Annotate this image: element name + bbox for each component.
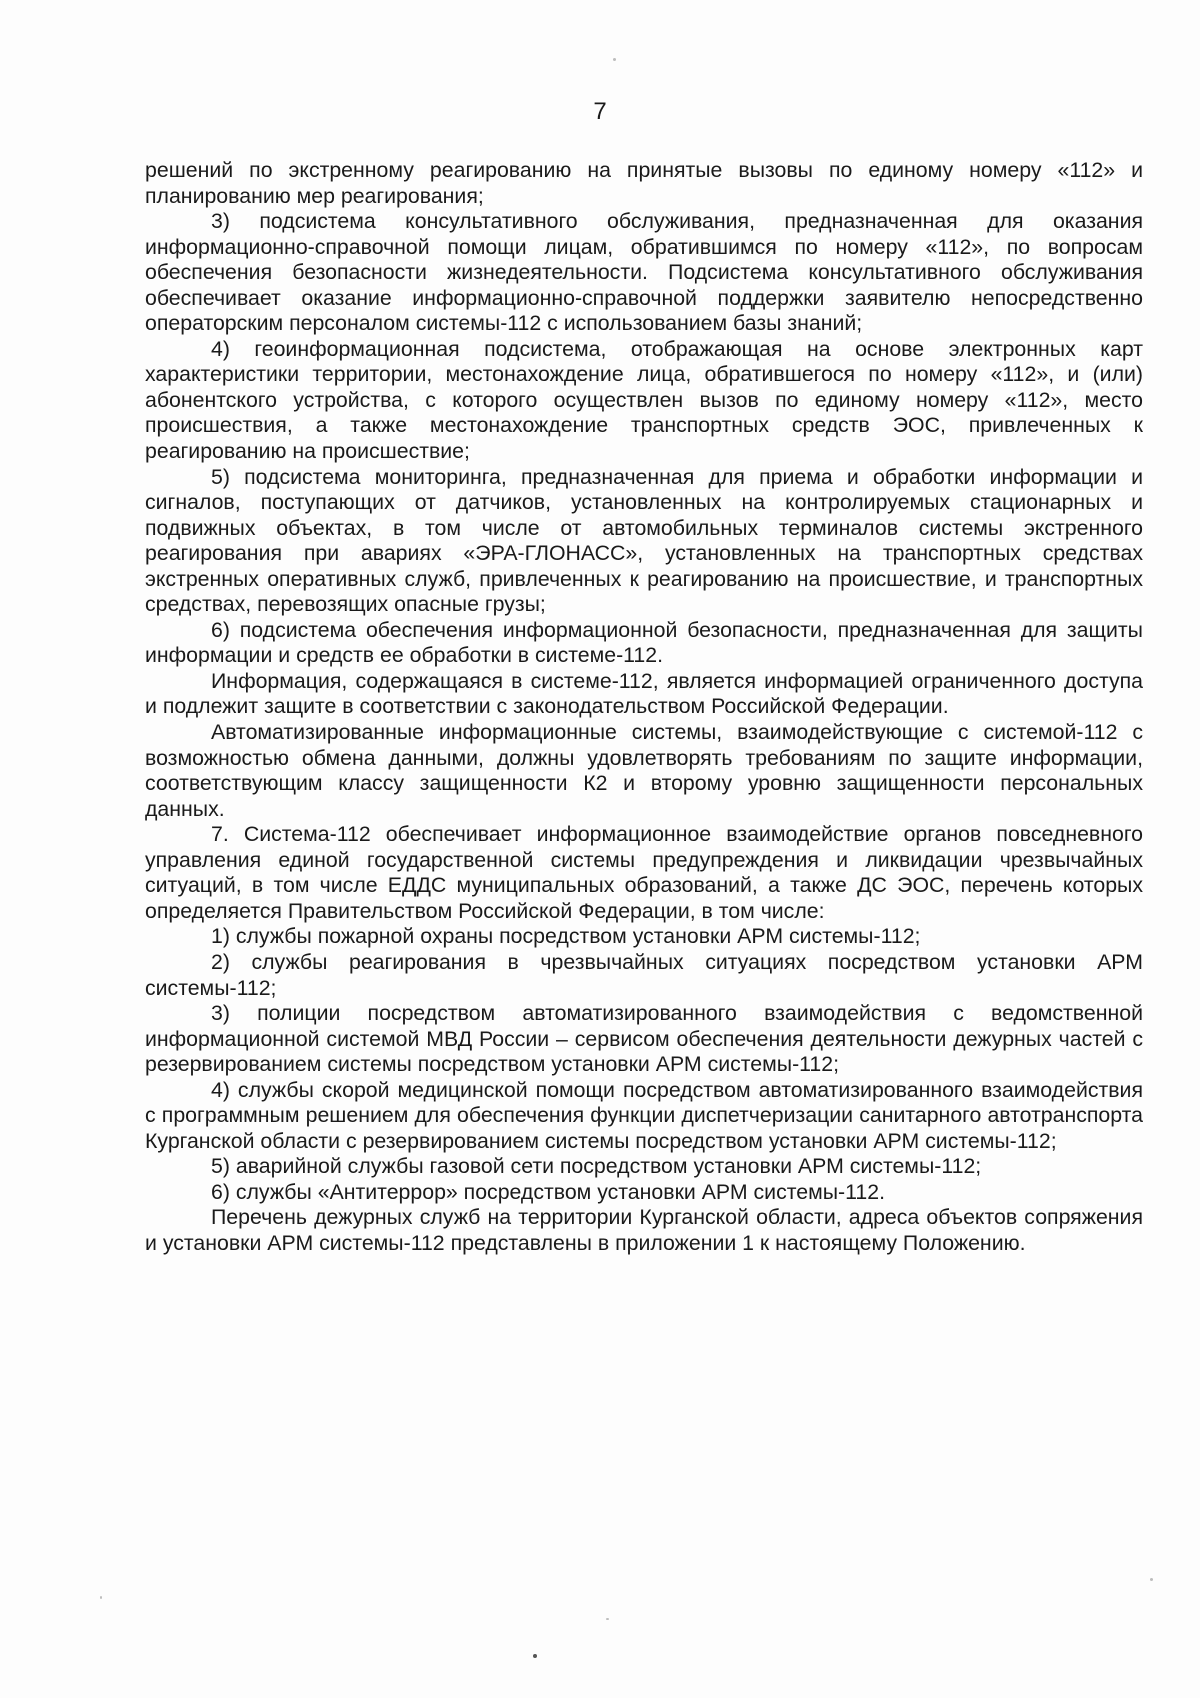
document-body xyxy=(145,158,1143,1257)
page-number: 7 xyxy=(593,98,607,125)
scan-speck xyxy=(100,1596,102,1599)
list-item-emergency-service: 2) службы реагирования в чрезвычайных ситуациях посредством установки АРМ системы-112; xyxy=(145,949,1143,1000)
paragraph-monitoring-subsystem: 5) подсистема мониторинга, предназначенная для приема и обработки информации и сигналов, поступающих от датчиков, установленных на контролируемых стационарных и подвижных объектах, в том числе от автомобильных терминалов системы экстренного реагирования при авариях «ЭРА-ГЛОНАСС», установленных на транспортных средствах экстренных оперативных служб, привлеченных к реагированию на происшествие, и транспортных средствах, перевозящих опасные грузы; xyxy=(145,464,1143,617)
list-item-gas-service: 5) аварийной службы газовой сети посредством установки АРМ системы-112; xyxy=(211,1154,982,1179)
list-item-police: 3) полиции посредством автоматизированного взаимодействия с ведомственной информационной системой МВД России – сервисом обеспечения деятельности дежурных частей с резервированием системы посредством установки АРМ системы-112; xyxy=(145,1001,1143,1077)
scan-speck xyxy=(606,1618,609,1620)
paragraph-restricted-information: Информация, содержащаяся в системе-112, является информацией ограниченного доступа и подлежит защите в соответствии с законодательством Российской Федерации. xyxy=(145,668,1143,719)
paragraph-automated-systems: Автоматизированные информационные системы, взаимодействующие с системой-112 с возможностью обмена данными, должны удовлетворять требованиям по защите информации, соответствующим классу защищенности К2 и второму уровню защищенности персональных данных. xyxy=(145,720,1143,821)
scan-speck xyxy=(613,58,616,61)
paragraph-consulting-subsystem: 3) подсистема консультативного обслуживания, предназначенная для оказания информационно-справочной помощи лицам, обратившимся по номеру «112», по вопросам обеспечения безопасности жизнедеятельности. Подсистема консультативного обслуживания обеспечивает оказание информационно-справочной поддержки заявителю непосредственно операторским персоналом системы-112 с использованием базы знаний; xyxy=(145,209,1143,336)
paragraph-closing: Перечень дежурных служб на территории Курганской области, адреса объектов сопряжения и установки АРМ системы-112 представлены в приложении 1 к настоящему Положению. xyxy=(145,1205,1143,1255)
list-item-fire-service: 1) службы пожарной охраны посредством установки АРМ системы-112; xyxy=(211,924,921,949)
paragraph-geoinformation-subsystem: 4) геоинформационная подсистема, отображающая на основе электронных карт характеристики территории, местонахождение лица, обратившегося по номеру «112», и (или) абонентского устройства, с которого осуществлен вызов по единому номеру «112», место происшествия, а также местонахождение транспортных средств ЭОС, привлеченных к реагированию на происшествие; xyxy=(145,336,1143,464)
paragraph-section-7: 7. Система-112 обеспечивает информационное взаимодействие органов повседневного управления единой государственной системы предупреждения и ликвидации чрезвычайных ситуаций, в том числе ЕДДС муниципальных образований, а также ДС ЭОС, перечень которых определяется Правительством Российской Федерации, в том числе: xyxy=(145,822,1143,923)
list-item-antiterror: 6) службы «Антитеррор» посредством установки АРМ системы-112. xyxy=(211,1179,885,1204)
scan-speck xyxy=(1150,1578,1153,1581)
scan-speck xyxy=(533,1654,537,1658)
paragraph-security-subsystem: 6) подсистема обеспечения информационной безопасности, предназначенная для защиты информации и средств ее обработки в системе-112. xyxy=(145,617,1143,668)
list-item-ambulance: 4) службы скорой медицинской помощи посредством автоматизированного взаимодействия с программным решением для обеспечения функции диспетчеризации санитарного автотранспорта Курганской области с резервированием системы посредством установки АРМ системы-112; xyxy=(145,1077,1143,1153)
paragraph-continuation: решений по экстренному реагированию на принятые вызовы по единому номеру «112» и планированию мер реагирования; xyxy=(145,158,1143,208)
